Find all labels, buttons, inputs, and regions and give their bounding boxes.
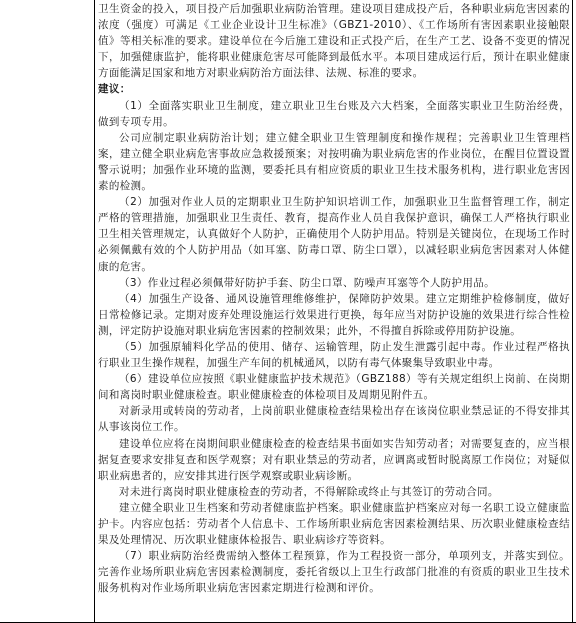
suggestion-item-4: （4）加强生产设备、通风设施管理维修维护，保障防护效果。建立定期维护检修制度，做好日常检修记录。定期对废弃处理设施运行效果进行更换，每年应当对防护设施的效果进行综合性检测，评定防护设施对职业病危害因素的控制效果；此外，不得擅自拆除或停用防护设施。 [98,292,570,337]
suggestion-paragraph: 对新录用或转岗的劳动者，上岗前职业健康检查结果检出存在该岗位职业禁忌证的不得安排其从事该岗位工作。 [98,405,570,434]
table-label-column [0,0,95,622]
suggestion-paragraph: 建设单位应将在岗期间职业健康检查的检查结果书面如实告知劳动者；对需要复查的，应当根据复查要求安排复查和医学观察；对有职业禁忌的劳动者，应调离或暂时脱离原工作岗位；对疑似职业病患者的，应安排其进行医学观察或职业病诊断。 [98,437,570,482]
table-content-cell [98,1,570,619]
suggestion-item-3: （3）作业过程必须佩带好防护手套、防尘口罩、防噪声耳塞等个人防护用品。 [119,276,495,289]
conclusion-paragraph: 卫生资金的投入，项目投产后加强职业病防治管理。建设项目建成投产后，各种职业病危害因素的浓度（强度）可满足《工业企业设计卫生标准》（GBZ1-2010）、《工作场所有害因素职业接触限值》等相关标准的要求。建设单位在今后施工建设和正式投产后，在生产工艺、设备不变更的情况下，加强健康监护，能将职业健康危害尽可能降到最低水平。本项目建成运行后，预计在职业健康方面能满足国家和地方对职业病防治方面法律、法规、标准的要求。 [98,3,570,80]
suggestion-item-6: （6）建设单位应按照《职业健康监护技术规范》（GBZ188）等有关规定组织上岗前、在岗期间和离岗时职业健康检查。职业健康检查的体检项目及周期见附件五。 [98,373,570,402]
suggestion-item-2: （2）加强对作业人员的定期职业卫生防护知识培训工作，加强职业卫生监督管理工作，制定严格的管理措施，加强职业卫生责任、教育，提高作业人员自我保护意识，确保工人严格执行职业卫生相关管理规定，认真做好个人防护，正确使用个人防护用品。特别是关键岗位，在现场工作时必须佩戴有效的个人防护用品（如耳塞、防毒口罩、防尘口罩），以减轻职业病危害因素对人体健康的危害。 [98,196,570,273]
suggestion-paragraph: 公司应制定职业病防治计划；建立健全职业卫生管理制度和操作规程；完善职业卫生管理档案，建立健全职业病危害事故应急救援预案；对按明确为职业病危害的作业岗位，在醒目位置设置警示说明；加强作业环境的监测，要委托具有相应资质的职业卫生技术服务机构，进行职业危害因素的检测。 [98,131,570,193]
table-right-border [572,0,573,622]
suggestion-heading: 建议： [98,83,131,96]
suggestion-paragraph: 建立健全职业卫生档案和劳动者健康监护档案。职业健康监护档案应对每一名职工设立健康监护卡。内容应包括：劳动者个人信息卡、工作场所职业病危害因素检测结果、历次职业健康检查结果及处理情况、历次职业健康体检报告、职业病诊疗等资料。 [98,501,570,547]
suggestion-paragraph: 对未进行离岗时职业健康检查的劳动者，不得解除或终止与其签订的劳动合同。 [119,485,499,498]
suggestion-item-1: （1）全面落实职业卫生制度，建立职业卫生台账及六大档案，全面落实职业卫生防治经费，做到专项专用。 [98,99,570,128]
suggestion-item-7: （7）职业病防治经费需纳入整体工程预算，作为工程投资一部分，单项列支，并落实到位。完善作业场所职业病危害因素检测制度，委托省级以上卫生行政部门批准的有资质的职业卫生技术服务机构对作业场所职业病危害因素定期进行检测和评价。 [98,550,570,595]
suggestion-item-5: （5）加强原辅料化学品的使用、储存、运输管理，防止发生泄露引起中毒。作业过程严格执行职业卫生操作规程，加强生产车间的机械通风，以防有毒气体聚集导致职业中毒。 [98,340,570,370]
